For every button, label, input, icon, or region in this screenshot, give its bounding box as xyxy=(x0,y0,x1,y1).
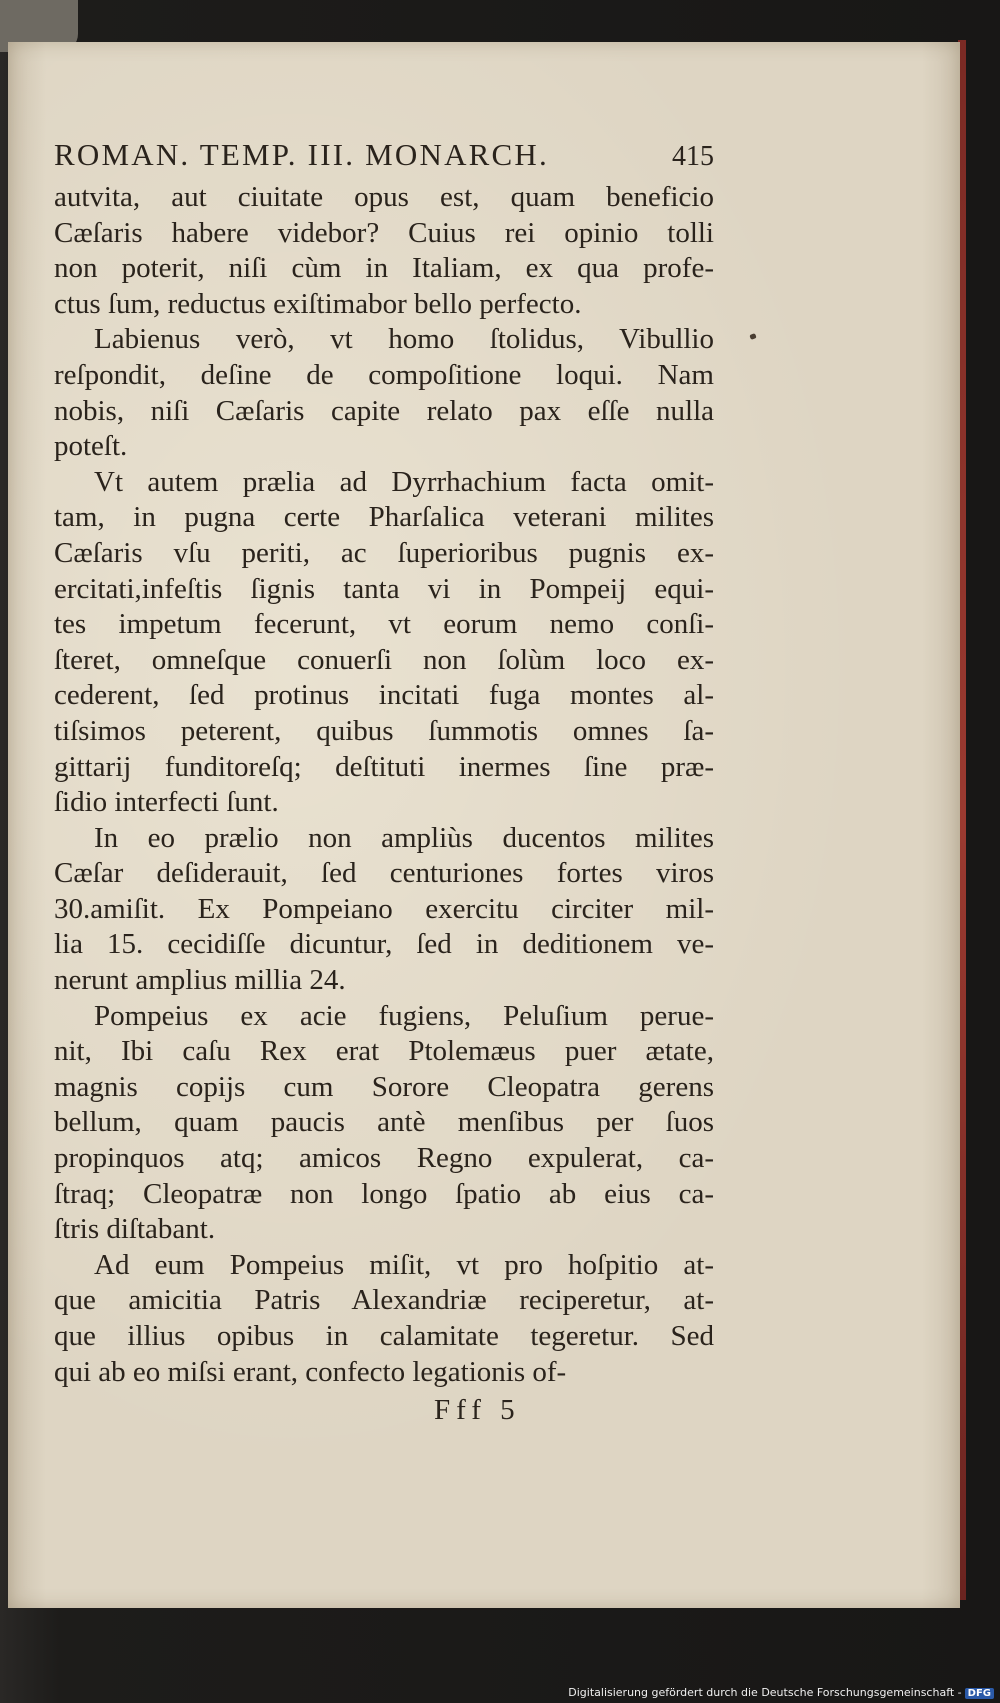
text-line: tiſsimos peterent, quibus ſummotis omnes ſa- xyxy=(54,714,714,747)
text-line: que amicitia Patris Alexandriæ reciperetur, at- xyxy=(54,1284,714,1317)
text-line: que illius opibus in calamitate tegeretur. Sed xyxy=(54,1320,714,1352)
text-line: lia 15. cecidiſſe dicuntur, ſed in deditionem ve- xyxy=(54,928,714,961)
paragraph xyxy=(54,821,714,999)
text-line: Ad eum Pompeius miſit, vt pro hoſpitio at- xyxy=(94,1248,714,1281)
running-head-title: ROMAN. TEMP. III. MONARCH. xyxy=(54,137,549,172)
text-line: poteſt. xyxy=(54,430,128,463)
text-line: nerunt amplius millia 24. xyxy=(54,964,346,997)
text-line: 30.amiſit. Ex Pompeiano exercitu circiter mil- xyxy=(54,892,714,925)
margin-mark xyxy=(749,333,756,340)
text-line: ſtris diſtabant. xyxy=(54,1213,216,1246)
text-line: ctus ſum, reductus exiſtimabor bello perfecto. xyxy=(54,287,582,320)
body-text xyxy=(54,180,714,1390)
text-line: ercitati,infeſtis ſignis tanta vi in Pompeij equi- xyxy=(54,572,714,605)
digitization-credit xyxy=(568,1686,994,1699)
text-line: qui ab eo miſsi erant, confecto legationis of- xyxy=(54,1355,567,1388)
text-line: autvita, aut ciuitate opus est, quam beneficio xyxy=(54,181,714,213)
text-line: In eo prælio non ampliùs ducentos milites xyxy=(94,821,714,854)
text-line: cederent, ſed protinus incitati fuga montes al- xyxy=(54,679,714,712)
page-text xyxy=(54,130,714,1430)
paragraph xyxy=(54,322,714,464)
paragraph xyxy=(54,465,714,821)
page-number: 415 xyxy=(672,141,714,172)
paragraph xyxy=(54,180,714,322)
signature-mark: Fff 5 xyxy=(434,1394,521,1427)
text-line: Vt autem prælia ad Dyrrhachium facta omit- xyxy=(94,465,714,498)
text-line: Cæſar deſiderauit, ſed centuriones fortes viros xyxy=(54,857,714,890)
text-line: Pompeius ex acie fugiens, Peluſium perue- xyxy=(94,999,714,1032)
text-line: tes impetum fecerunt, vt eorum nemo conſi- xyxy=(54,608,714,641)
text-line: non poterit, niſi cùm in Italiam, ex qua profe- xyxy=(54,252,714,285)
text-line: tam, in pugna certe Pharſalica veterani milites xyxy=(54,501,714,534)
text-line: nit, Ibi caſu Rex erat Ptolemæus puer ætate, xyxy=(54,1035,714,1068)
paragraph xyxy=(54,999,714,1248)
running-head xyxy=(54,130,714,180)
text-line: ſteret, omneſque conuerſi non ſolùm loco ex- xyxy=(54,643,714,676)
paragraph xyxy=(54,1248,714,1390)
text-line: Labienus verò, vt homo ſtolidus, Vibullio xyxy=(94,323,714,356)
text-line: ſtraq; Cleopatræ non longo ſpatio ab eius ca- xyxy=(54,1177,714,1210)
book-page xyxy=(8,42,960,1608)
text-line: Cæſaris vſu periti, ac ſuperioribus pugnis ex- xyxy=(54,536,714,569)
credit-text: Digitalisierung gefördert durch die Deutsche Forschungsgemeinschaft - xyxy=(568,1686,962,1699)
dfg-logo: DFG xyxy=(965,1688,994,1699)
text-line: propinquos atq; amicos Regno expulerat, ca- xyxy=(54,1142,714,1175)
text-line: magnis copijs cum Sorore Cleopatra gerens xyxy=(54,1070,714,1103)
text-line: ſidio interfecti ſunt. xyxy=(54,786,279,819)
text-line: bellum, quam paucis antè menſibus per ſuos xyxy=(54,1106,714,1139)
text-line: nobis, niſi Cæſaris capite relato pax eſſe nulla xyxy=(54,394,714,427)
text-line: gittarij funditoreſq; deſtituti inermes ſine præ- xyxy=(54,750,714,783)
text-line: Cæſaris habere videbor? Cuius rei opinio tolli xyxy=(54,216,714,249)
text-line: reſpondit, deſine de compoſitione loqui. Nam xyxy=(54,358,714,391)
